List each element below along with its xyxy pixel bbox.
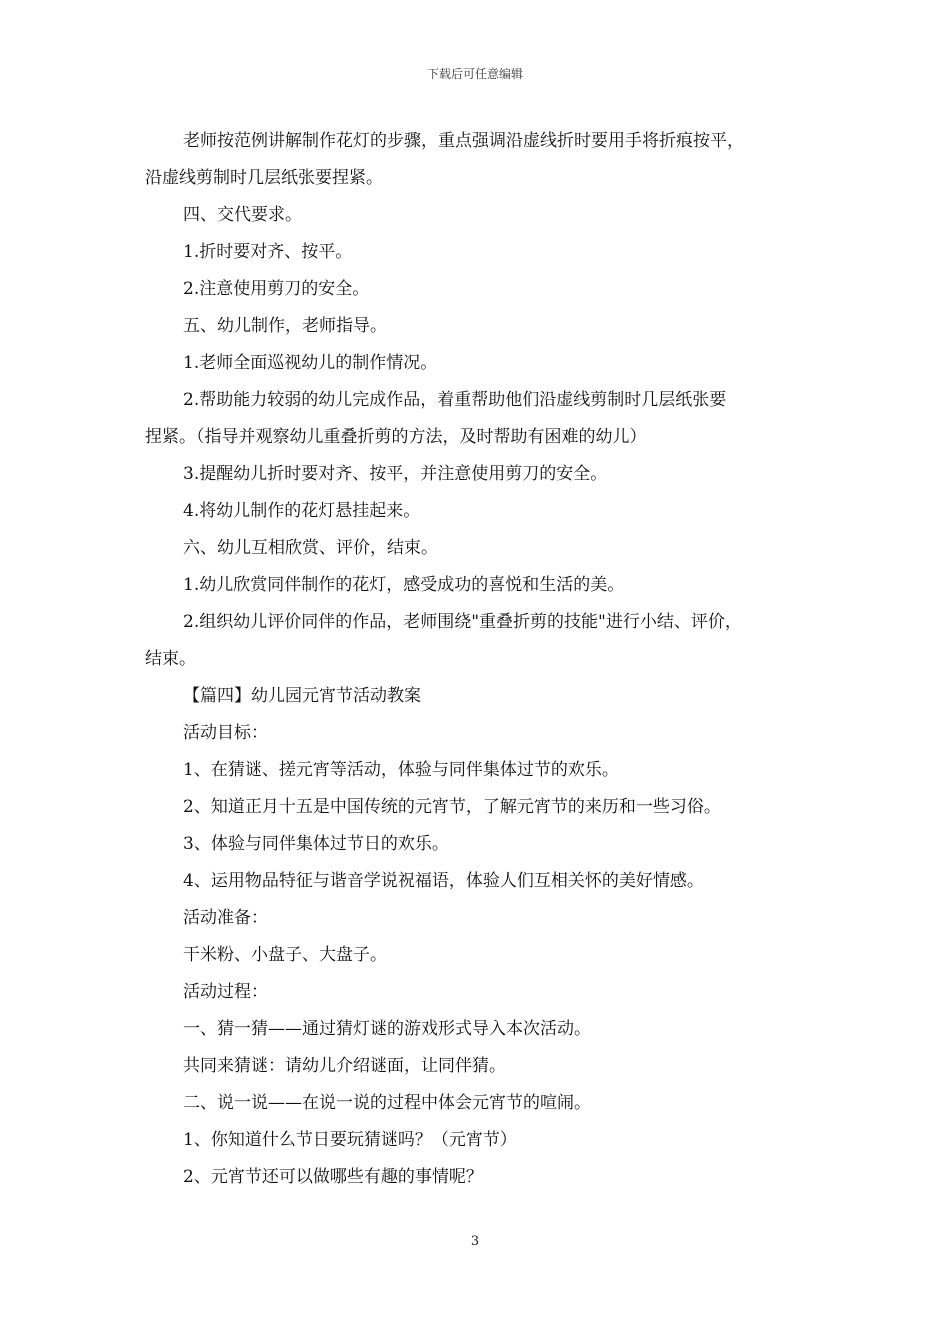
- paragraph: 一、猜一猜——通过猜灯谜的游戏形式导入本次活动。: [183, 1019, 591, 1039]
- paragraph: 活动目标：: [183, 723, 268, 743]
- page-number: 3: [470, 1234, 480, 1249]
- paragraph: 1.折时要对齐、按平。: [183, 242, 353, 262]
- paragraph: 1.老师全面巡视幼儿的制作情况。: [183, 353, 438, 373]
- paragraph: 4、运用物品特征与谐音学说祝福语，体验人们互相关怀的美好情感。: [183, 871, 704, 891]
- paragraph: 活动过程：: [183, 982, 268, 1002]
- paragraph: 四、交代要求。: [183, 205, 302, 225]
- paragraph: 【篇四】幼儿园元宵节活动教案: [183, 686, 421, 706]
- paragraph: 老师按范例讲解制作花灯的步骤，重点强调沿虚线折时要用手将折痕按平，: [183, 131, 744, 151]
- paragraph: 2、知道正月十五是中国传统的元宵节，了解元宵节的来历和一些习俗。: [183, 797, 721, 817]
- paragraph: 2.帮助能力较弱的幼儿完成作品，着重帮助他们沿虚线剪制时几层纸张要: [183, 390, 727, 410]
- paragraph: 3、体验与同伴集体过节日的欢乐。: [183, 834, 449, 854]
- paragraph: 二、说一说——在说一说的过程中体会元宵节的喧闹。: [183, 1093, 591, 1113]
- paragraph: 共同来猜谜：请幼儿介绍谜面，让同伴猜。: [183, 1056, 506, 1076]
- paragraph: 五、幼儿制作，老师指导。: [183, 316, 387, 336]
- paragraph: 六、幼儿互相欣赏、评价，结束。: [183, 538, 438, 558]
- document-body: [145, 123, 825, 1196]
- paragraph: 1、在猜谜、搓元宵等活动，体验与同伴集体过节的欢乐。: [183, 760, 619, 780]
- paragraph: 干米粉、小盘子、大盘子。: [183, 945, 387, 965]
- paragraph: 结束。: [145, 649, 196, 669]
- paragraph: 2.注意使用剪刀的安全。: [183, 279, 370, 299]
- paragraph: 4.将幼儿制作的花灯悬挂起来。: [183, 501, 421, 521]
- paragraph: 1.幼儿欣赏同伴制作的花灯，感受成功的喜悦和生活的美。: [183, 575, 625, 595]
- paragraph: 沿虚线剪制时几层纸张要捏紧。: [145, 168, 383, 188]
- page-header: 下载后可任意编辑: [426, 67, 523, 81]
- paragraph: 3.提醒幼儿折时要对齐、按平，并注意使用剪刀的安全。: [183, 464, 608, 484]
- paragraph: 1、你知道什么节日要玩猜谜吗？（元宵节）: [183, 1130, 517, 1150]
- paragraph: 2.组织幼儿评价同伴的作品，老师围绕"重叠折剪的技能"进行小结、评价，: [183, 612, 742, 632]
- paragraph: 捏紧。（指导并观察幼儿重叠折剪的方法，及时帮助有困难的幼儿）: [145, 427, 647, 447]
- paragraph: 2、元宵节还可以做哪些有趣的事情呢？: [183, 1167, 483, 1187]
- paragraph: 活动准备：: [183, 908, 268, 928]
